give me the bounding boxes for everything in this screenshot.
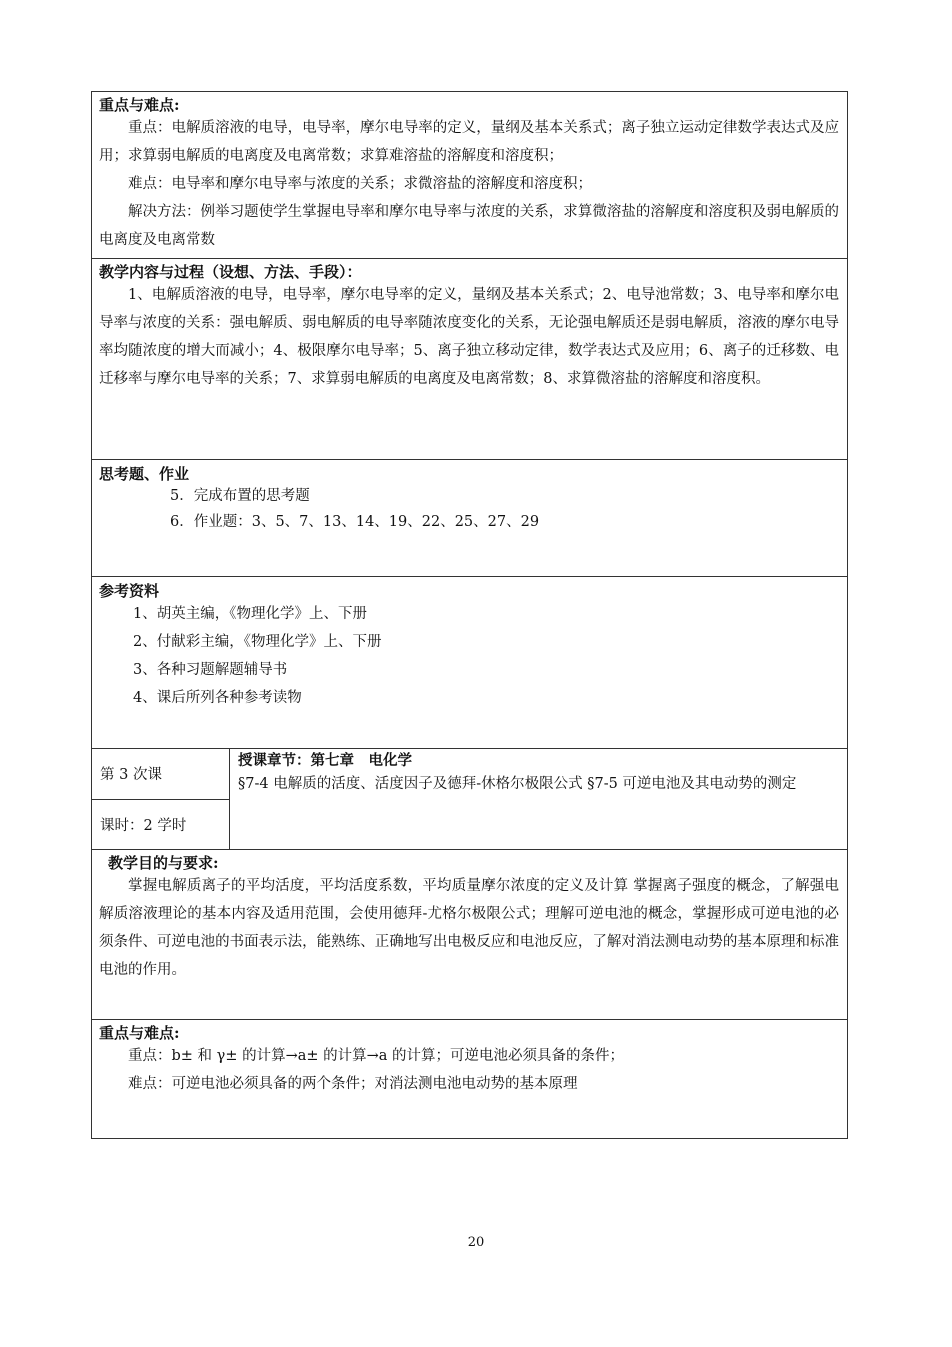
list-item: 1、胡英主编，《物理化学》上、下册	[133, 606, 367, 622]
section-heading: 教学目的与要求:	[108, 854, 219, 872]
lesson-number: 第 3 次课	[92, 749, 229, 800]
list-item: 2、付献彩主编，《物理化学》上、下册	[133, 634, 382, 650]
section-heading: 重点与难点:	[99, 1024, 180, 1042]
lesson-info-row	[92, 749, 847, 850]
section-heading: 思考题、作业	[99, 465, 190, 483]
key-points-section-1	[92, 92, 847, 259]
difficult-points-text: 难点：电导率和摩尔电导率与浓度的关系；求微溶盐的溶解度和溶度积；	[128, 176, 592, 192]
section-heading: 教学内容与过程（设想、方法、手段）：	[99, 263, 362, 281]
lesson-meta	[92, 749, 230, 849]
key-points-section-2	[92, 1020, 847, 1138]
list-item: 5．完成布置的思考题	[170, 488, 310, 504]
chapter-title: 授课章节：第七章 电化学	[238, 752, 412, 769]
solution-method-text: 解决方法：例举习题使学生掌握电导率和摩尔电导率与浓度的关系，求算微溶盐的溶解度和溶度积及弱电解质的电离度及电离常数	[99, 204, 839, 248]
list-item: 4、课后所列各种参考读物	[133, 690, 302, 706]
lesson-plan-table	[91, 91, 848, 1139]
objectives-text: 掌握电解质离子的平均活度，平均活度系数，平均质量摩尔浓度的定义及计算 掌握离子强度的概念，了解强电解质溶液理论的基本内容及适用范围，会使用德拜-尤格尔极限公式；理解可逆电池的概念，掌握形成可逆电池的必须条件、可逆电池的书面表示法，能熟练、正确地写出电极反应和电池反应，了解对消法测电动势的基本原理和标准电池的作用。	[99, 878, 839, 978]
difficult-points-text: 难点：可逆电池必须具备的两个条件；对消法测电池电动势的基本原理	[128, 1076, 578, 1092]
list-item: 6．作业题：3、5、7、13、14、19、22、25、27、29	[170, 514, 540, 530]
section-heading: 重点与难点:	[99, 96, 180, 114]
lesson-chapter-cell	[230, 749, 847, 849]
teaching-content-text: 1、电解质溶液的电导，电导率，摩尔电导率的定义，量纲及基本关系式；2、电导池常数；3、电导率和摩尔电导率与浓度的关系：强电解质、弱电解质的电导率随浓度变化的关系，无论强电解质还是弱电解质，溶液的摩尔电导率均随浓度的增大而减小；4、极限摩尔电导率；5、离子独立移动定律，数学表达式及应用；6、离子的迁移数、电迁移率与摩尔电导率的关系；7、求算弱电解质的电离度及电离常数；8、求算微溶盐的溶解度和溶度积。	[99, 287, 839, 387]
key-points-text: 重点：电解质溶液的电导，电导率，摩尔电导率的定义，量纲及基本关系式；离子独立运动定律数学表达式及应用；求算弱电解质的电离度及电离常数；求算难溶盐的溶解度和溶度积；	[99, 120, 839, 164]
chapter-topic: §7-4 电解质的活度、活度因子及德拜-休格尔极限公式 §7-5 可逆电池及其电动势的测定	[238, 776, 797, 792]
objectives-section	[92, 850, 847, 1020]
page-number: 20	[467, 1235, 485, 1250]
references-section	[92, 577, 847, 749]
section-heading: 参考资料	[99, 582, 160, 600]
homework-section	[92, 460, 847, 577]
key-points-text: 重点：b± 和 γ± 的计算→a± 的计算→a 的计算；可逆电池必须具备的条件；	[128, 1048, 625, 1064]
teaching-content-section	[92, 259, 847, 460]
lesson-hours: 课时：2 学时	[100, 817, 187, 834]
list-item: 3、各种习题解题辅导书	[133, 662, 288, 678]
